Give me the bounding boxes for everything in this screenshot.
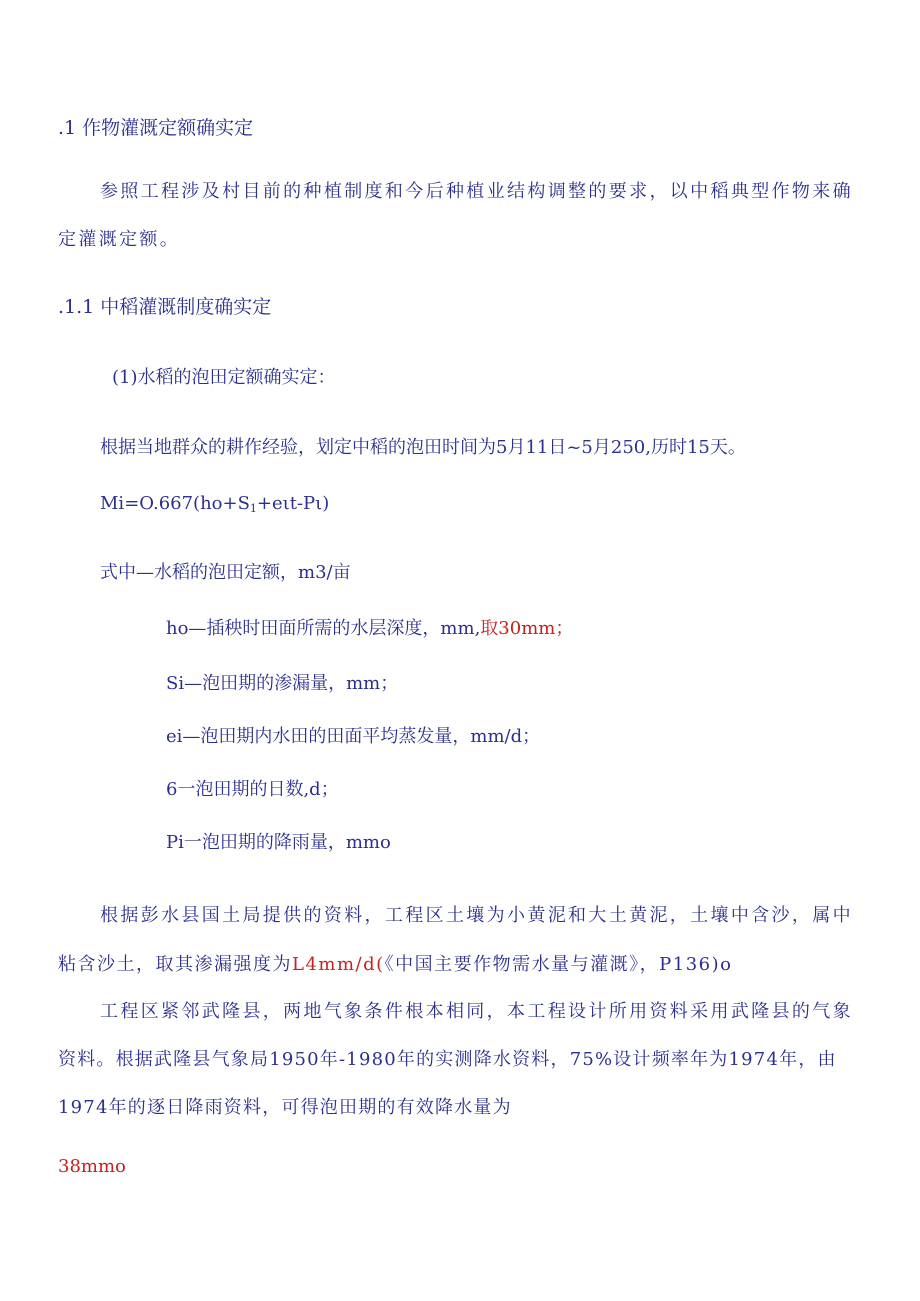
definition-ho-text: ho—插秧时田面所需的水层深度，mm, [166, 618, 481, 639]
formula-subscript: 1 [249, 502, 257, 515]
section-heading: .1 作物灌溉定额确实定 [58, 117, 254, 139]
seepage-value: L4mm∕d( [292, 954, 385, 975]
soaking-period-text: 根据当地群众的耕作经验，划定中稻的泡田时间为5月11日~5月250,历时15天。 [100, 437, 746, 458]
climate-paragraph-line1: 工程区紧邻武隆县，两地气象条件根本相同，本工程设计所用资料采用武隆县的气象 [100, 1001, 853, 1022]
where-line: 式中—水稻的泡田定额，m3/亩 [100, 562, 351, 583]
climate-paragraph-line3: 1974年的逐日降雨资料，可得泡田期的有效降水量为 [58, 1097, 512, 1118]
formula [100, 492, 329, 521]
soil-paragraph-line2 [58, 953, 732, 977]
definition-si: Si—泡田期的渗漏量，mm； [166, 673, 399, 694]
definition-ho [166, 617, 573, 641]
subsection-heading: .1.1 中稻灌溉制度确实定 [58, 296, 272, 318]
intro-paragraph-line2: 定灌溉定额。 [58, 229, 181, 250]
intro-paragraph-line1: 参照工程涉及村目前的种植制度和今后种植业结构调整的要求，以中稻典型作物来确 [100, 181, 853, 202]
sub-subheading: (1)水稻的泡田定额确实定： [112, 367, 336, 388]
definition-ho-value: 取30mm； [480, 618, 574, 639]
soil-paragraph-line1: 根据彭水县国土局提供的资料，工程区土壤为小黄泥和大土黄泥，土壤中含沙，属中 [100, 905, 853, 926]
definition-pi: Pi一泡田期的降雨量，mmo [166, 832, 391, 853]
definition-days: 6一泡田期的日数,d； [166, 779, 339, 800]
formula-part1: Mi=O.667(ho+S [100, 493, 250, 514]
soil-reference: 《中国主要作物需水量与灌溉》，P136)o [384, 954, 733, 975]
soil-text: 粘含沙土，取其渗漏强度为 [58, 954, 292, 975]
definition-ei: ei—泡田期内水田的田面平均蒸发量，mm/d； [166, 726, 541, 747]
effective-rainfall-result: 38mmo [58, 1156, 126, 1177]
climate-paragraph-line2: 资料。根据武隆县气象局1950年-1980年的实测降水资料，75%设计频率年为1974年，由 [58, 1049, 837, 1070]
formula-part2: +eιt-Pι) [256, 493, 330, 514]
